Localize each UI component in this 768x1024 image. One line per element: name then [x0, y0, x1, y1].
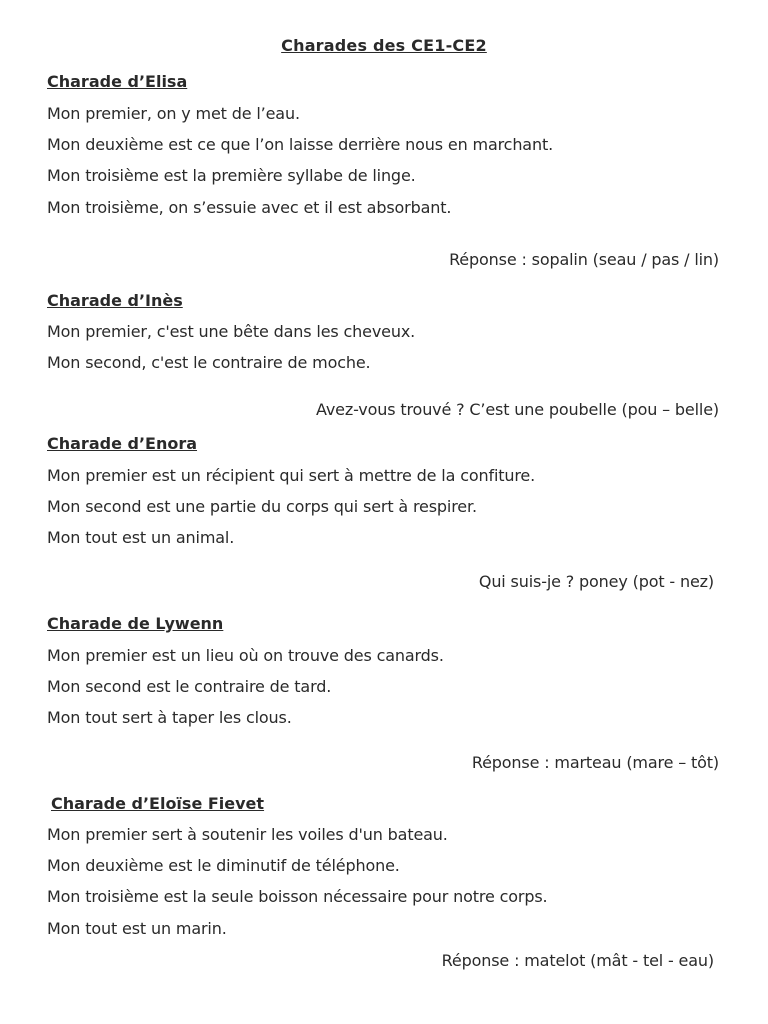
charade-heading-elisa: Charade d’Elisa: [47, 72, 188, 91]
document-title: Charades des CE1-CE2: [281, 36, 487, 55]
charade-line: Mon troisième est la première syllabe de linge.: [47, 166, 416, 185]
charade-heading-ines: Charade d’Inès: [47, 291, 183, 310]
charade-line: Mon premier, on y met de l’eau.: [47, 104, 300, 123]
charade-answer-enora: Qui suis-je ? poney (pot - nez): [478, 572, 714, 591]
charade-heading-lywenn: Charade de Lywenn: [47, 614, 224, 633]
charade-line: Mon deuxième est le diminutif de téléphone.: [47, 856, 400, 875]
charade-line: Mon second est une partie du corps qui sert à respirer.: [47, 497, 477, 516]
charade-answer-eloise: Réponse : matelot (mât - tel - eau): [441, 951, 714, 970]
charade-answer-ines: Avez-vous trouvé ? C’est une poubelle (pou – belle): [315, 400, 719, 419]
charade-line: Mon second, c'est le contraire de moche.: [47, 353, 371, 372]
charade-line: Mon tout est un animal.: [47, 528, 235, 547]
charade-line: Mon premier, c'est une bête dans les cheveux.: [47, 322, 416, 341]
charade-heading-eloise: Charade d’Eloïse Fievet: [51, 794, 265, 813]
charade-line: Mon troisième, on s’essuie avec et il est absorbant.: [47, 198, 452, 217]
charade-line: Mon premier est un récipient qui sert à mettre de la confiture.: [47, 466, 536, 485]
charade-answer-lywenn: Réponse : marteau (mare – tôt): [471, 753, 719, 772]
charade-answer-elisa: Réponse : sopalin (seau / pas / lin): [449, 250, 719, 269]
charade-line: Mon deuxième est ce que l’on laisse derrière nous en marchant.: [47, 135, 554, 154]
charade-line: Mon premier est un lieu où on trouve des canards.: [47, 646, 444, 665]
charade-line: Mon troisième est la seule boisson nécessaire pour notre corps.: [47, 887, 548, 906]
charade-line: Mon premier sert à soutenir les voiles d'un bateau.: [47, 825, 448, 844]
charade-heading-enora: Charade d’Enora: [47, 434, 198, 453]
charade-line: Mon tout est un marin.: [47, 919, 227, 938]
charade-line: Mon tout sert à taper les clous.: [47, 708, 292, 727]
charade-line: Mon second est le contraire de tard.: [47, 677, 332, 696]
